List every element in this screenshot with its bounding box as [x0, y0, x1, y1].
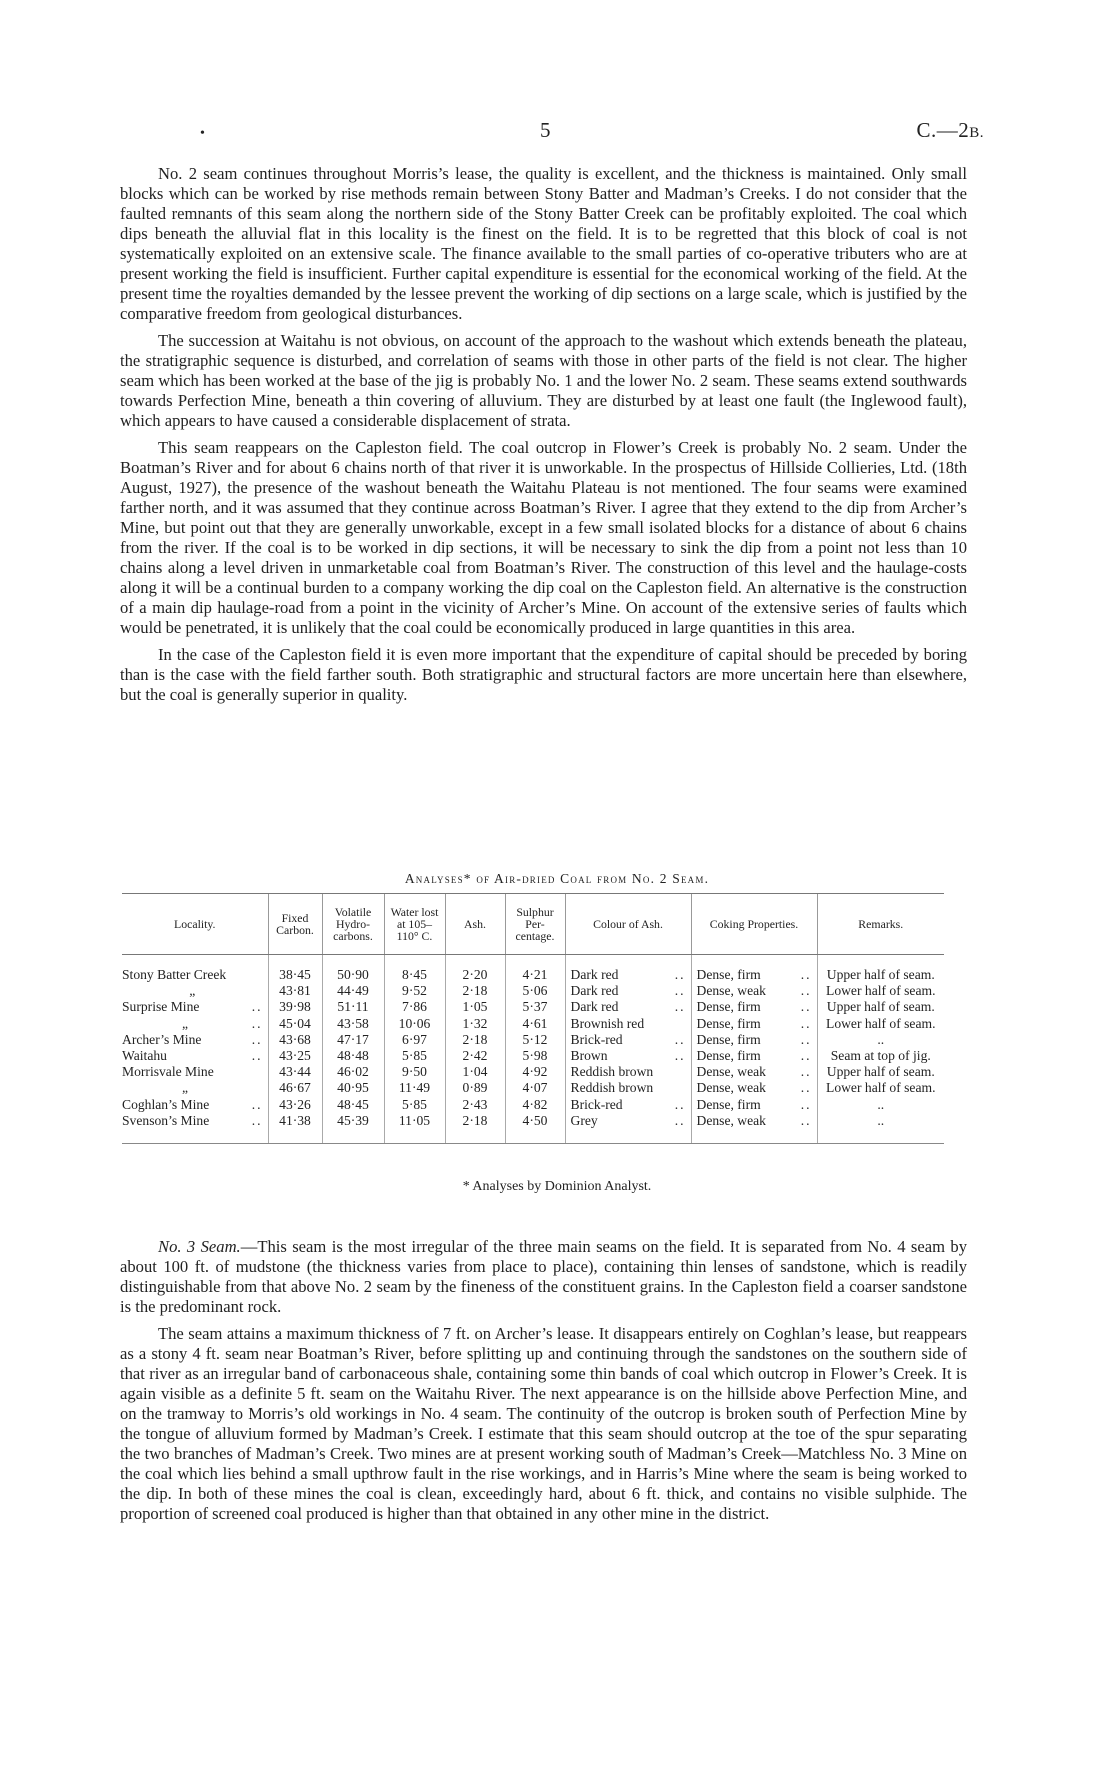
cell-ash: 1·04 — [445, 1064, 505, 1080]
cell-fixed-carbon: 43·26 — [268, 1097, 322, 1113]
cell-sulphur: 5·37 — [505, 999, 565, 1015]
body-text-bottom — [120, 1237, 967, 1531]
cell-colour: Brick-red .. — [565, 1032, 691, 1048]
col-header-volatile: Volatile Hydro-carbons. — [322, 894, 384, 955]
cell-locality: Stony Batter Creek — [122, 967, 227, 982]
table-header-row — [122, 894, 944, 955]
cell-locality: Morrisvale Mine — [122, 1064, 214, 1080]
cell-volatile: 44·49 — [322, 983, 384, 999]
table-row — [122, 1032, 944, 1048]
cell-volatile: 45·39 — [322, 1113, 384, 1143]
cell-colour: Dark red .. — [565, 967, 691, 983]
cell-ash: 2·20 — [445, 967, 505, 983]
col-header-coking: Coking Properties. — [691, 894, 817, 955]
cell-sulphur: 4·92 — [505, 1064, 565, 1080]
cell-fixed-carbon: 39·98 — [268, 999, 322, 1015]
col-header-locality: Locality. — [122, 894, 268, 955]
cell-remarks: Upper half of seam. — [817, 999, 944, 1015]
cell-fixed-carbon: 43·81 — [268, 983, 322, 999]
cell-sulphur: 4·82 — [505, 1097, 565, 1113]
cell-colour: Brown .. — [565, 1048, 691, 1064]
table-row — [122, 999, 944, 1015]
cell-coking: Dense, firm .. — [691, 1048, 817, 1064]
cell-fixed-carbon: 46·67 — [268, 1080, 322, 1096]
cell-locality: Waitahu .. — [122, 1048, 263, 1064]
cell-sulphur: 5·98 — [505, 1048, 565, 1064]
table-row — [122, 983, 944, 999]
table-row — [122, 967, 944, 983]
cell-volatile: 46·02 — [322, 1064, 384, 1080]
cell-coking: Dense, weak .. — [691, 1113, 817, 1143]
col-header-remarks: Remarks. — [817, 894, 944, 955]
cell-water: 6·97 — [384, 1032, 445, 1048]
paragraph-capleston-boring: In the case of the Capleston field it is even more important that the expenditure of capital should be preceded by boring than is the case with the field farther south. Both stratigraphic and structural factors are more uncertain here than elsewhere, but the coal is generally superior in quality. — [120, 645, 967, 704]
cell-coking: Dense, firm .. — [691, 999, 817, 1015]
doc-ref-main: C.—2 — [916, 118, 970, 142]
table-footnote: * Analyses by Dominion Analyst. — [462, 1179, 652, 1194]
cell-fixed-carbon: 43·44 — [268, 1064, 322, 1080]
cell-water: 10·06 — [384, 1016, 445, 1032]
paragraph-capleston-field: This seam reappears on the Capleston field. The coal outcrop in Flower’s Creek is probably No. 2 seam. Under the Boatman’s River and for about 6 chains north of that river it is unworkable. In the prospectus of Hillside Collieries, Ltd. (18th August, 1927), the presence of the washout beneath the Waitahu Plateau is not mentioned. The four seams were examined farther north, and it was assumed that they continue across Boatman’s River. I agree that they extend to the dip from Archer’s Mine, but point out that they are generally unworkable, except in a few small isolated blocks for a distance of about 6 chains from the river. If the coal is to be worked in dip sections, it will be necessary to sink the dip from a point not less than 10 chains along a level driven in unmarketable coal from Boatman’s River. The construction of this level and the haulage-costs along it will be a continual burden to a company working the dip coal on the Capleston field. An alternative is the construction of a main dip haulage-road from a point in the vicinity of Archer’s Mine. On account of the extensive series of faults which would be penetrated, it is unlikely that the coal could be economically produced in large quantities in this area. — [120, 438, 967, 637]
cell-ash: 2·42 — [445, 1048, 505, 1064]
table-row — [122, 1016, 944, 1032]
section-heading-no3-seam: No. 3 Seam. — [158, 1237, 241, 1256]
cell-volatile: 40·95 — [322, 1080, 384, 1096]
col-header-ash: Ash. — [445, 894, 505, 955]
cell-volatile: 48·45 — [322, 1097, 384, 1113]
cell-colour: Reddish brown — [565, 1064, 691, 1080]
cell-remarks: Lower half of seam. — [817, 1016, 944, 1032]
cell-locality: Archer’s Mine .. — [122, 1031, 263, 1047]
cell-colour: Dark red .. — [565, 983, 691, 999]
table-title: Analyses* of Air-dried Coal from No. 2 Seam. — [404, 871, 710, 886]
paragraph-no2-seam-morris: No. 2 seam continues throughout Morris’s lease, the quality is excellent, and the thickness is maintained. Only small blocks which can be worked by rise methods remain between Stony Batter and Madman’s Creeks. I do not consider that the faulted remnants of this seam along the northern side of the Stony Batter Creek can be profitably exploited. The coal which dips beneath the alluvial flat in this locality is the finest on the field. It is to be regretted that this block of coal is not systematically exploited on an extensive scale. The finance available to the small parties of co-operative tributers who are at present working the field is insufficient. Further capital expenditure is essential for the economical working of the field. At the present time the royalties demanded by the lessee prevent the working of dip sections on a large scale, which is justified by the comparative freedom from geological disturbances. — [120, 164, 967, 323]
cell-water: 5·85 — [384, 1048, 445, 1064]
cell-ash: 1·05 — [445, 999, 505, 1015]
paragraph-waitahu-succession: The succession at Waitahu is not obvious, on account of the approach to the washout which extends beneath the plateau, the stratigraphic sequence is disturbed, and correlation of seams with those in other parts of the field is not clear. The higher seam which has been worked at the base of the jig is probably No. 1 and the lower No. 2 seam. These seams extend southwards towards Perfection Mine, beneath a thin covering of alluvium. They are disturbed by at least one fault (the Inglewood fault), which appears to have caused a considerable displacement of strata. — [120, 331, 967, 430]
table-spacer — [122, 955, 944, 968]
cell-coking: Dense, firm .. — [691, 967, 817, 983]
cell-sulphur: 4·50 — [505, 1113, 565, 1143]
cell-coking: Dense, weak .. — [691, 983, 817, 999]
body-text-top — [120, 164, 967, 712]
cell-remarks: .. — [817, 1032, 944, 1048]
cell-locality: Svenson’s Mine .. — [122, 1112, 263, 1128]
cell-colour: Reddish brown — [565, 1080, 691, 1096]
cell-locality: „ — [182, 1080, 189, 1096]
cell-sulphur: 4·21 — [505, 967, 565, 983]
cell-ash: 2·18 — [445, 1032, 505, 1048]
cell-locality: „ .. — [182, 1015, 263, 1031]
cell-remarks: .. — [817, 1113, 944, 1143]
cell-coking: Dense, weak .. — [691, 1080, 817, 1096]
cell-remarks: Upper half of seam. — [817, 967, 944, 983]
cell-volatile: 43·58 — [322, 1016, 384, 1032]
cell-volatile: 51·11 — [322, 999, 384, 1015]
cell-colour: Brownish red — [565, 1016, 691, 1032]
table-row — [122, 1048, 944, 1064]
cell-ash: 2·18 — [445, 1113, 505, 1143]
cell-water: 7·86 — [384, 999, 445, 1015]
cell-colour: Brick-red .. — [565, 1097, 691, 1113]
cell-ash: 0·89 — [445, 1080, 505, 1096]
no3-seam-lead-text: —This seam is the most irregular of the three main seams on the field. It is separated from No. 4 seam by about 100 ft. of mudstone (the thickness varies from place to place), containing thin lenses of sandstone, which is readily distinguishable from that above No. 2 seam by the fineness of the constituent grains. In the Capleston field a coarser sandstone is the predominant rock. — [120, 1237, 968, 1316]
cell-coking: Dense, weak .. — [691, 1064, 817, 1080]
cell-remarks: Upper half of seam. — [817, 1064, 944, 1080]
table-row — [122, 1113, 944, 1143]
page-header — [0, 118, 1114, 148]
cell-sulphur: 5·12 — [505, 1032, 565, 1048]
cell-sulphur: 4·61 — [505, 1016, 565, 1032]
cell-sulphur: 5·06 — [505, 983, 565, 999]
cell-ash: 2·18 — [445, 983, 505, 999]
col-header-water: Water lost at 105–110° C. — [384, 894, 445, 955]
cell-volatile: 48·48 — [322, 1048, 384, 1064]
paragraph-no3-seam — [120, 1237, 967, 1317]
cell-fixed-carbon: 38·45 — [268, 967, 322, 983]
paragraph-no3-seam-thickness: The seam attains a maximum thickness of 7 ft. on Archer’s lease. It disappears entirely on Coghlan’s lease, but reappears as a stony 4 ft. seam near Boatman’s River, before splitting up and continuing through the sandstones on the southern side of that river as an irregular band of carbonaceous shale, containing some thin bands of coal which outcrop in Flower’s Creek. It is again visible as a definite 5 ft. seam on the Waitahu River. The next appearance is on the hillside above Perfection Mine, and on the tramway to Morris’s old workings in No. 4 seam. The continuity of the outcrop is broken south of Perfection Mine by the tongue of alluvium formed by Madman’s Creek. I estimate that this seam should outcrop at the toe of the spur separating the two branches of Madman’s Creek. Two mines are at present working south of Madman’s Creek—Matchless No. 3 Mine on the coal which lies behind a small upthrow fault in the rise workings, and in Harris’s Mine where the seam is being worked to the dip. In both of these mines the coal is clean, exceedingly hard, about 6 ft. thick, and contains no visible sulphide. The proportion of screened coal produced is higher than that obtained in any other mine in the district. — [120, 1324, 967, 1523]
cell-volatile: 50·90 — [322, 967, 384, 983]
table-row — [122, 1097, 944, 1113]
cell-coking: Dense, firm .. — [691, 1097, 817, 1113]
cell-coking: Dense, firm .. — [691, 1032, 817, 1048]
col-header-colour: Colour of Ash. — [565, 894, 691, 955]
coal-analyses-table — [122, 893, 944, 1144]
cell-colour: Grey .. — [565, 1113, 691, 1143]
cell-volatile: 47·17 — [322, 1032, 384, 1048]
col-header-fixed-carbon: Fixed Carbon. — [268, 894, 322, 955]
cell-coking: Dense, firm .. — [691, 1016, 817, 1032]
cell-water: 9·50 — [384, 1064, 445, 1080]
cell-ash: 2·43 — [445, 1097, 505, 1113]
col-header-sulphur: Sulphur Per-centage. — [505, 894, 565, 955]
table-bottom-rule — [122, 1143, 944, 1144]
cell-water: 5·85 — [384, 1097, 445, 1113]
cell-locality: Surprise Mine .. — [122, 999, 263, 1015]
cell-ash: 1·32 — [445, 1016, 505, 1032]
cell-remarks: Lower half of seam. — [817, 983, 944, 999]
cell-remarks: Seam at top of jig. — [817, 1048, 944, 1064]
cell-fixed-carbon: 41·38 — [268, 1113, 322, 1143]
cell-fixed-carbon: 43·68 — [268, 1032, 322, 1048]
cell-fixed-carbon: 45·04 — [268, 1016, 322, 1032]
cell-remarks: .. — [817, 1097, 944, 1113]
document-reference — [916, 118, 984, 143]
cell-locality: „ — [189, 983, 196, 999]
table-row — [122, 1064, 944, 1080]
cell-colour: Dark red .. — [565, 999, 691, 1015]
cell-water: 9·52 — [384, 983, 445, 999]
table-row — [122, 1080, 944, 1096]
cell-water: 8·45 — [384, 967, 445, 983]
cell-locality: Coghlan’s Mine .. — [122, 1096, 263, 1112]
stray-mark: • — [200, 126, 205, 141]
doc-ref-suffix: B. — [969, 125, 984, 141]
cell-fixed-carbon: 43·25 — [268, 1048, 322, 1064]
cell-water: 11·49 — [384, 1080, 445, 1096]
page-number: 5 — [540, 118, 551, 142]
cell-water: 11·05 — [384, 1113, 445, 1143]
cell-sulphur: 4·07 — [505, 1080, 565, 1096]
cell-remarks: Lower half of seam. — [817, 1080, 944, 1096]
